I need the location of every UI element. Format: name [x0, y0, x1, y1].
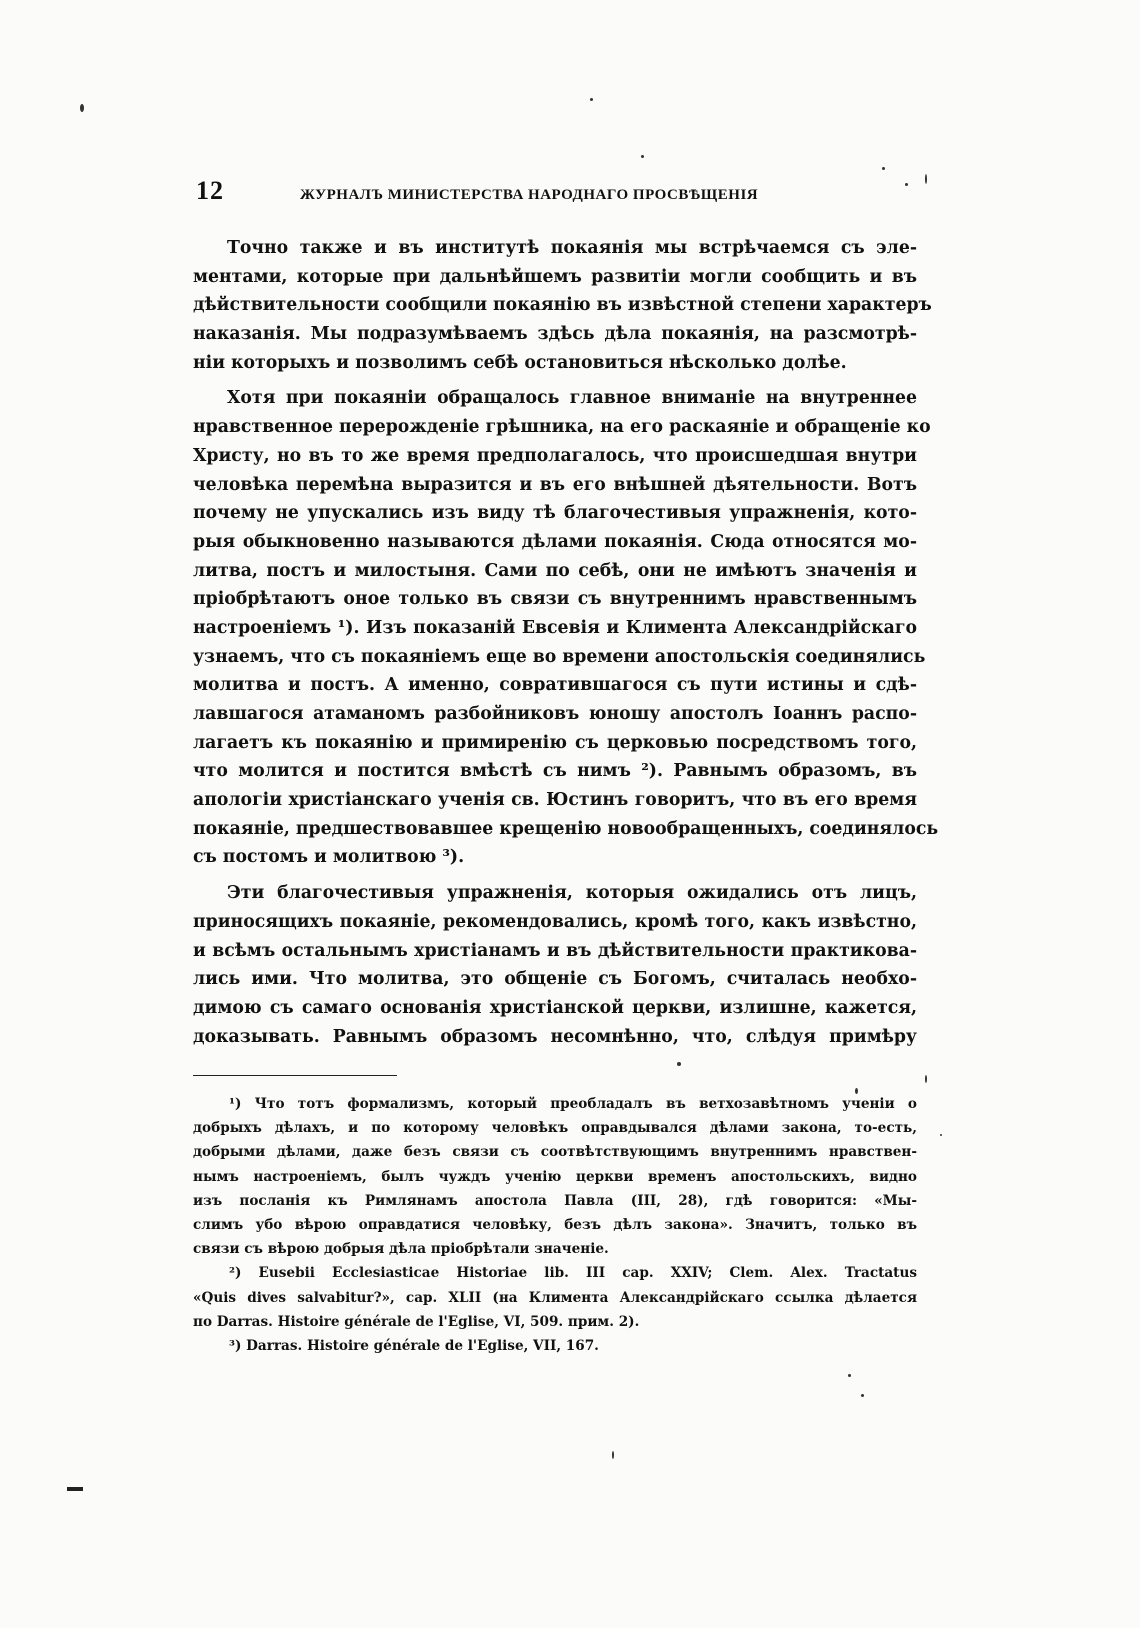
text-line: что молится и постится вмѣстѣ съ нимъ ²). Равнымъ образомъ, въ	[193, 761, 917, 782]
footnote-line: изъ посланія къ Римлянамъ апостола Павла (III, 28), гдѣ говорится: «Мы-	[193, 1192, 917, 1209]
footnote-line: связи съ вѣрою добрыя дѣла пріобрѣтали значеніе.	[193, 1241, 609, 1258]
scan-speck	[590, 98, 593, 101]
scan-margin-mark	[67, 1487, 83, 1491]
text-line: узнаемъ, что съ покаяніемъ еще во времени апостольскія соединялись	[193, 646, 926, 667]
text-line: ніи которыхъ и позволимъ себѣ остановиться нѣсколько долѣе.	[193, 352, 847, 373]
text-line: молитва и постъ. А именно, совратившагося съ пути истины и сдѣ-	[193, 675, 917, 696]
text-line: лагаетъ къ покаянію и примиренію съ церковью посредствомъ того,	[193, 732, 917, 753]
paragraph-gap	[193, 377, 917, 384]
journal-title: ЖУРНАЛЪ МИНИСТЕРСТВА НАРОДНАГО ПРОСВѢЩЕНІЯ	[300, 187, 759, 203]
scan-speck	[612, 1451, 614, 1459]
text-line: Точно также и въ институтѣ покаянія мы встрѣчаемся съ эле-	[227, 238, 917, 258]
text-line: и всѣмъ остальнымъ христіанамъ и въ дѣйствительности практикова-	[193, 940, 917, 961]
footnote-line: ³) Darras. Histoire générale de l'Eglise, VII, 167.	[229, 1337, 599, 1354]
text-line: нравственное перерожденіе грѣшника, на его раскаяніе и обращеніе ко	[193, 417, 931, 438]
text-line: наказанія. Мы подразумѣваемъ здѣсь дѣла покаянія, на разсмотрѣ-	[193, 324, 917, 345]
footnote-line: «Quis dives salvabitur?», cap. XLII (на Климента Александрійскаго ссылка дѣлается	[193, 1289, 917, 1306]
scan-speck	[925, 1075, 927, 1083]
text-line: ментами, которые при дальнѣйшемъ развитіи могли сообщить и въ	[193, 266, 917, 287]
footnote-line: нымъ настроеніемъ, былъ чуждъ ученію церкви временъ апостольскихъ, видно	[193, 1168, 917, 1185]
text-line: Хотя при покаяніи обращалось главное вниманіе на внутреннее	[227, 388, 917, 409]
footnotes	[193, 1092, 917, 1358]
text-line: дѣйствительности сообщили покаянію въ извѣстной степени характеръ	[193, 295, 932, 316]
text-line: настроеніемъ ¹). Изъ показаній Евсевія и Климента Александрійскаго	[193, 617, 917, 638]
body-text	[193, 234, 939, 1051]
scan-speck	[882, 167, 885, 170]
text-line: димою съ самаго основанія христіанской церкви, излишне, кажется,	[193, 997, 917, 1018]
text-line: лавшагося атаманомъ разбойниковъ юношу апостолъ Іоаннъ распо-	[193, 704, 917, 724]
scan-speck	[677, 1062, 681, 1066]
scan-speck	[940, 1134, 942, 1136]
scan-speck	[855, 1088, 858, 1094]
scan-speck	[848, 1374, 851, 1377]
text-line: съ постомъ и молитвою ³).	[193, 847, 465, 868]
text-line: рыя обыкновенно называются дѣлами покаянія. Сюда относятся мо-	[193, 531, 917, 552]
text-line: приносящихъ покаяніе, рекомендовались, кромѣ того, какъ извѣстно,	[193, 911, 917, 932]
paragraph-gap	[193, 872, 917, 879]
text-line: апологіи христіанскаго ученія св. Юстинъ говоритъ, что въ его время	[193, 790, 917, 811]
scan-speck	[641, 155, 644, 158]
text-line: человѣка перемѣна выразится и въ его внѣшней дѣятельности. Вотъ	[193, 474, 917, 495]
text-line: Эти благочестивыя упражненія, которыя ожидались отъ лицъ,	[227, 883, 917, 904]
text-line: лись ими. Что молитва, это общеніе съ Богомъ, считалась необхо-	[193, 969, 917, 990]
scan-speck	[80, 104, 84, 112]
footnote-line: ¹) Что тотъ формализмъ, который преобладалъ въ ветхозавѣтномъ ученіи о	[229, 1096, 917, 1112]
footnote-line: по Darras. Histoire générale de l'Eglise, VI, 509. прим. 2).	[193, 1313, 640, 1330]
page-number: 12	[196, 176, 224, 205]
scan-speck	[925, 174, 927, 184]
scan-speck	[905, 183, 908, 186]
footnote-line: добрыми дѣлами, даже безъ связи съ соотвѣтствующимъ внутреннимъ нравствен-	[193, 1144, 917, 1161]
footnote-line: ²) Eusebii Ecclesiasticae Historiae lib. III cap. XXIV; Clem. Alex. Tractatus	[229, 1265, 917, 1282]
text-line: почему не упускались изъ виду тѣ благочестивыя упражненія, кото-	[193, 503, 917, 524]
footnote-separator	[193, 1075, 397, 1076]
scan-speck	[861, 1394, 864, 1397]
text-line: литва, постъ и милостыня. Сами по себѣ, они не имѣютъ значенія и	[193, 560, 917, 581]
footnote-line: добрыхъ дѣлахъ, и по которому человѣкъ оправдывался дѣлами закона, то-есть,	[193, 1120, 917, 1137]
running-head	[196, 176, 816, 210]
footnote-line: слимъ убо вѣрою оправдатися человѣку, безъ дѣлъ закона». Значитъ, только въ	[193, 1216, 917, 1233]
text-line: Христу, но въ то же время предполагалось, что происшедшая внутри	[193, 445, 917, 466]
text-line: пріобрѣтаютъ оное только въ связи съ внутреннимъ нравственнымъ	[193, 589, 917, 610]
text-line: покаяніе, предшествовавшее крещенію новообращенныхъ, соединялось	[193, 818, 939, 839]
text-line: доказывать. Равнымъ образомъ несомнѣнно, что, слѣдуя примѣру	[193, 1026, 917, 1047]
